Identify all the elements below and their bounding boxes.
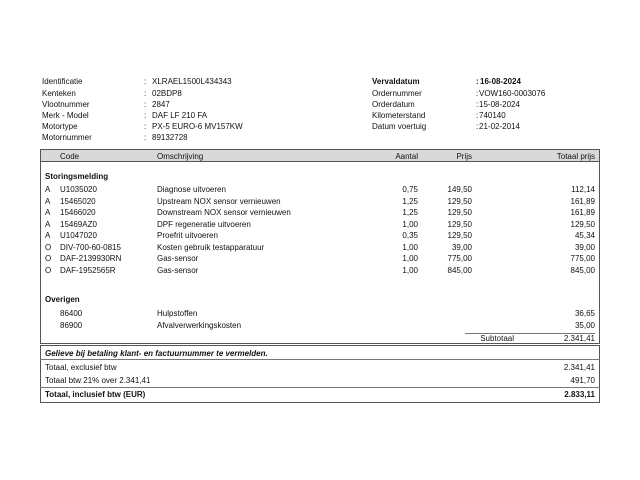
row-total: 845,00 (570, 265, 595, 275)
row-description: Diagnose uitvoeren (157, 185, 226, 194)
payment-notice: Gelieve bij betaling klant- en factuurnummer te vermelden. (45, 349, 268, 358)
row-price: 845,00 (447, 265, 472, 275)
identificatie-value: XLRAEL1500L434343 (152, 77, 232, 86)
subtotal-label: Subtotaal (480, 334, 514, 343)
row-total: 36,65 (574, 309, 595, 318)
orderdatum-value: 15-08-2024 (479, 100, 520, 109)
row-quantity: 1,00 (402, 219, 418, 229)
row-quantity: 1,00 (402, 242, 418, 252)
merk-model-value: DAF LF 210 FA (152, 111, 208, 120)
vervaldatum-label: Vervaldatum (372, 77, 420, 86)
row-description: Downstream NOX sensor vernieuwen (157, 208, 291, 217)
row-description: Proefrit uitvoeren (157, 231, 218, 240)
section-title-overigen: Overigen (45, 295, 80, 304)
motornummer-value: 89132728 (152, 133, 188, 142)
motornummer-label: Motornummer (42, 133, 92, 142)
row-total: 161,89 (570, 196, 595, 206)
column-header-quantity: Aantal (395, 152, 418, 161)
row-code: 15465020 (60, 196, 96, 206)
colon: : (144, 100, 147, 109)
datum-voertuig-label: Datum voertuig (372, 122, 427, 131)
row-quantity: 0,75 (402, 185, 418, 194)
row-total: 775,00 (570, 254, 595, 263)
row-type: O (45, 265, 52, 275)
row-type: A (45, 231, 51, 240)
row-quantity: 0,35 (402, 231, 418, 240)
colon: : (476, 122, 479, 131)
total-excl-label: Totaal, exclusief btw (45, 363, 117, 372)
kenteken-value: 02BDP8 (152, 89, 182, 98)
row-description: Kosten gebruik testapparatuur (157, 242, 265, 252)
row-type: A (45, 208, 51, 217)
row-code: DAF-1952565R (60, 265, 116, 275)
row-price: 39,00 (451, 242, 472, 252)
column-header-total: Totaal prijs (556, 152, 595, 161)
line-items-table (40, 149, 600, 344)
orderdatum-label: Orderdatum (372, 100, 415, 109)
table-header-row (40, 149, 600, 162)
row-type: A (45, 219, 51, 229)
column-header-description: Omschrijving (157, 152, 204, 161)
total-vat-label: Totaal btw 21% over 2.341,41 (45, 376, 151, 385)
row-description: DPF regeneratie uitvoeren (157, 219, 251, 229)
kilometerstand-label: Kilometerstand (372, 111, 426, 120)
colon: : (476, 111, 479, 120)
colon: : (144, 122, 147, 131)
column-header-code: Code (60, 152, 80, 161)
row-quantity: 1,00 (402, 265, 418, 275)
colon: : (144, 111, 147, 120)
colon: : (476, 89, 479, 98)
row-total: 35,00 (574, 320, 595, 330)
ordernummer-label: Ordernummer (372, 89, 422, 98)
row-quantity: 1,25 (402, 208, 418, 217)
kilometerstand-value: 740140 (479, 111, 506, 120)
row-total: 161,89 (570, 208, 595, 217)
divider (40, 387, 600, 388)
colon: : (144, 77, 147, 86)
merk-model-label: Merk - Model (42, 111, 89, 120)
row-price: 129,50 (447, 208, 472, 217)
datum-voertuig-value: 21-02-2014 (479, 122, 520, 131)
row-price: 129,50 (447, 196, 472, 206)
row-code: 86900 (60, 320, 83, 330)
motortype-value: PX-5 EURO-6 MV157KW (152, 122, 243, 131)
row-quantity: 1,25 (402, 196, 418, 206)
row-total: 39,00 (574, 242, 595, 252)
row-type: A (45, 196, 51, 206)
row-type: O (45, 254, 52, 263)
row-code: 86400 (60, 309, 83, 318)
row-description: Hulpstoffen (157, 309, 198, 318)
colon: : (144, 133, 147, 142)
row-price: 129,50 (447, 219, 472, 229)
row-price: 129,50 (447, 231, 472, 240)
row-code: DIV-700-60-0815 (60, 242, 121, 252)
motortype-label: Motortype (42, 122, 78, 131)
row-quantity: 1,00 (402, 254, 418, 263)
row-price: 775,00 (447, 254, 472, 263)
ordernummer-value: VOW160-0003076 (479, 89, 546, 98)
row-total: 45,34 (574, 231, 595, 240)
kenteken-label: Kenteken (42, 89, 76, 98)
row-description: Upstream NOX sensor vernieuwen (157, 196, 281, 206)
vlootnummer-label: Vlootnummer (42, 100, 90, 109)
row-code: 15466020 (60, 208, 96, 217)
column-header-price: Prijs (456, 152, 472, 161)
total-incl-value: 2.833,11 (564, 390, 595, 399)
section-title-storingsmelding: Storingsmelding (45, 172, 109, 181)
row-price: 149,50 (447, 185, 472, 194)
row-code: DAF-2139930RN (60, 254, 122, 263)
row-code: 15469AZ0 (60, 219, 97, 229)
row-code: U1047020 (60, 231, 97, 240)
row-description: Gas-sensor (157, 265, 199, 275)
vlootnummer-value: 2847 (152, 100, 170, 109)
colon: : (144, 89, 147, 98)
subtotal-value: 2.341,41 (563, 334, 595, 343)
row-type: A (45, 185, 51, 194)
total-vat-value: 491,70 (570, 376, 595, 385)
row-description: Gas-sensor (157, 254, 199, 263)
total-excl-value: 2.341,41 (563, 363, 595, 372)
divider (40, 359, 600, 360)
colon: : (476, 100, 479, 109)
total-incl-label: Totaal, inclusief btw (EUR) (45, 390, 146, 399)
row-total: 129,50 (570, 219, 595, 229)
row-total: 112,14 (571, 185, 595, 194)
colon: : (476, 77, 479, 86)
vervaldatum-value: 16-08-2024 (480, 77, 521, 86)
row-description: Afvalverwerkingskosten (157, 320, 242, 330)
identificatie-label: Identificatie (42, 77, 83, 86)
row-type: O (45, 242, 52, 252)
row-code: U1035020 (60, 185, 97, 194)
